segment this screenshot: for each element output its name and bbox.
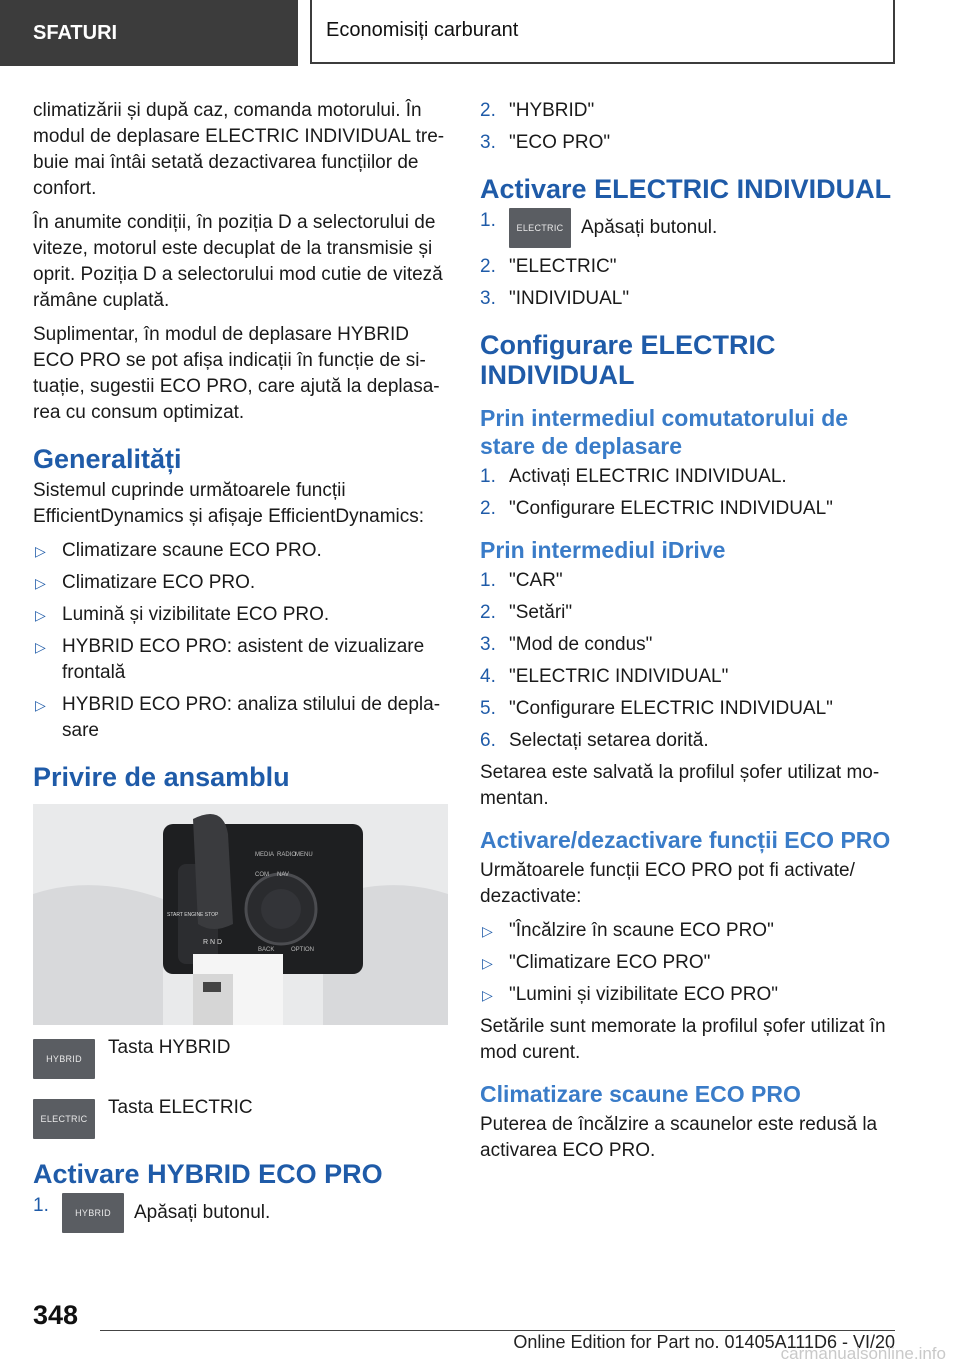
triangle-bullet-icon: ▷	[35, 607, 46, 623]
key-label-electric: Tasta ELECTRIC	[108, 1097, 253, 1118]
generalitati-text: Sistemul cuprinde următoarele funcții EfficientDynamics și afișaje EfficientDynamics:	[33, 480, 425, 527]
key-label-hybrid: Tasta HYBRID	[108, 1037, 231, 1058]
hybrid-key-icon: HYBRID	[33, 1039, 95, 1079]
page-number: 348	[33, 1300, 79, 1330]
photo-label-media: MEDIA	[255, 852, 275, 858]
intro-paragraph-3: Suplimentar, în modul de deplasare HYBRID ECO PRO se pot afișa indicații în funcție de si-tuație, sugestii ECO PRO, care ajută la deplasa-rea cu consum optimizat.	[33, 324, 440, 423]
photo-label-option: OPTION	[291, 947, 315, 953]
list-item: 4. "ELECTRIC INDIVIDUAL"	[480, 666, 729, 687]
subheading-activare-dezactivare: Activare/dezactivare funcții ECO PRO	[480, 827, 891, 853]
photo-label-gear: R N D	[203, 939, 223, 946]
gear-selector-console-photo	[33, 804, 448, 1025]
list-item: ▷ HYBRID ECO PRO: asistent de vizualizare frontală	[35, 636, 425, 683]
list-item: ▷ Climatizare ECO PRO.	[33, 570, 448, 596]
triangle-bullet-icon: ▷	[482, 923, 493, 939]
hybrid-button-icon: HYBRID	[62, 1193, 124, 1233]
key-row-hybrid	[33, 1039, 448, 1079]
triangle-bullet-icon: ▷	[35, 697, 46, 713]
heading-privire-de-ansamblu: Privire de ansamblu	[33, 762, 290, 792]
photo-label-radio: RADIO	[277, 852, 297, 858]
list-item: ▷ "Lumini și vizibilitate ECO PRO"	[480, 982, 895, 1008]
heading-generalitati: Generalități	[33, 444, 182, 474]
list-item: ▷ Climatizare scaune ECO PRO.	[33, 538, 448, 564]
intro-paragraph-2: În anumite condiții, în poziția D a selectorului de viteze, motorul este decuplat de la transmisie și oprit. Poziția D a selectorului mod cutie de viteză rămâne cuplată.	[33, 212, 443, 311]
left-column	[33, 98, 448, 1239]
heading-activare-electric: Activare ELECTRIC INDIVIDUAL	[480, 174, 892, 204]
subheading-idrive: Prin intermediul iDrive	[480, 537, 726, 563]
list-item: 6. Selectați setarea dorită.	[480, 730, 709, 751]
triangle-bullet-icon: ▷	[35, 543, 46, 559]
footer-divider	[100, 1330, 895, 1331]
subheading-comutator: Prin intermediul comutatorului de stare de deplasare	[480, 405, 849, 459]
photo-label-start: START ENGINE STOP	[167, 912, 219, 918]
electric-key-icon: ELECTRIC	[33, 1099, 95, 1139]
list-item: ▷ HYBRID ECO PRO: analiza stilului de depla-sare	[35, 694, 441, 741]
list-item: 2. "Setări"	[480, 602, 573, 623]
intro-paragraph-1: climatizării și după caz, comanda motorului. În modul de deplasare ELECTRIC INDIVIDUAL tre-buie mai întâi setată dezactivarea funcțiilor de confort.	[33, 100, 445, 199]
photo-label-com: COM	[255, 872, 269, 878]
list-item: 1. Activați ELECTRIC INDIVIDUAL.	[480, 466, 787, 487]
right-column	[480, 98, 895, 1172]
heading-configurare-electric: Configurare ELECTRIC INDIVIDUAL	[480, 330, 776, 390]
list-item: 3. "Mod de condus"	[480, 634, 653, 655]
list-item: 2. "ELECTRIC"	[480, 256, 617, 277]
photo-label-nav: NAV	[277, 872, 289, 878]
generalitati-list	[33, 538, 448, 744]
page-footer	[0, 1300, 960, 1362]
toggle-text: Următoarele funcții ECO PRO pot fi activate/ dezactivate:	[480, 860, 855, 907]
toggle-note: Setările sunt memorate la profilul șofer utilizat în mod curent.	[480, 1016, 886, 1063]
list-item: ▷ "Climatizare ECO PRO"	[480, 950, 895, 976]
list-item: ▷ "Încălzire în scaune ECO PRO"	[480, 918, 895, 944]
list-item: 1. "CAR"	[480, 570, 563, 591]
section-tab: SFATURI	[0, 0, 298, 66]
list-item: 1. ELECTRIC Apăsați butonul.	[480, 208, 895, 248]
triangle-bullet-icon: ▷	[482, 955, 493, 971]
list-item: 1. HYBRID Apăsați butonul.	[33, 1193, 448, 1233]
electric-button-icon: ELECTRIC	[509, 208, 571, 248]
list-item: 2. "Configurare ELECTRIC INDIVIDUAL"	[480, 498, 833, 519]
photo-label-back: BACK	[258, 947, 275, 953]
edition-text: Online Edition for Part no. 01405A111D6 - VI/20	[513, 1332, 895, 1352]
list-item: ▷ Lumină și vizibilitate ECO PRO.	[33, 602, 448, 628]
triangle-bullet-icon: ▷	[35, 575, 46, 591]
toggle-list	[480, 918, 895, 1008]
list-item: 2. "HYBRID"	[480, 100, 595, 121]
seat-text: Puterea de încălzire a scaunelor este redusă la activarea ECO PRO.	[480, 1114, 878, 1161]
triangle-bullet-icon: ▷	[35, 639, 46, 655]
electric-steps	[480, 208, 895, 312]
list-item: 3. "ECO PRO"	[480, 132, 611, 153]
subheading-climatizare-scaune: Climatizare scaune ECO PRO	[480, 1081, 801, 1107]
watermark: carmanualsonline.info	[780, 1344, 946, 1363]
config-steps-idrive	[480, 568, 895, 754]
key-row-electric	[33, 1099, 448, 1139]
triangle-bullet-icon: ▷	[482, 987, 493, 1003]
hybrid-steps-continued	[480, 98, 895, 156]
hybrid-steps	[33, 1193, 448, 1233]
list-item: 5. "Configurare ELECTRIC INDIVIDUAL"	[480, 698, 833, 719]
chapter-title: Economisiți carburant	[310, 0, 895, 64]
heading-activare-hybrid: Activare HYBRID ECO PRO	[33, 1159, 383, 1189]
list-item: 3. "INDIVIDUAL"	[480, 288, 630, 309]
config-note: Setarea este salvată la profilul șofer utilizat mo-mentan.	[480, 762, 880, 809]
page-header	[0, 0, 960, 66]
config-steps-switch	[480, 464, 895, 522]
photo-label-menu: MENU	[295, 852, 313, 858]
